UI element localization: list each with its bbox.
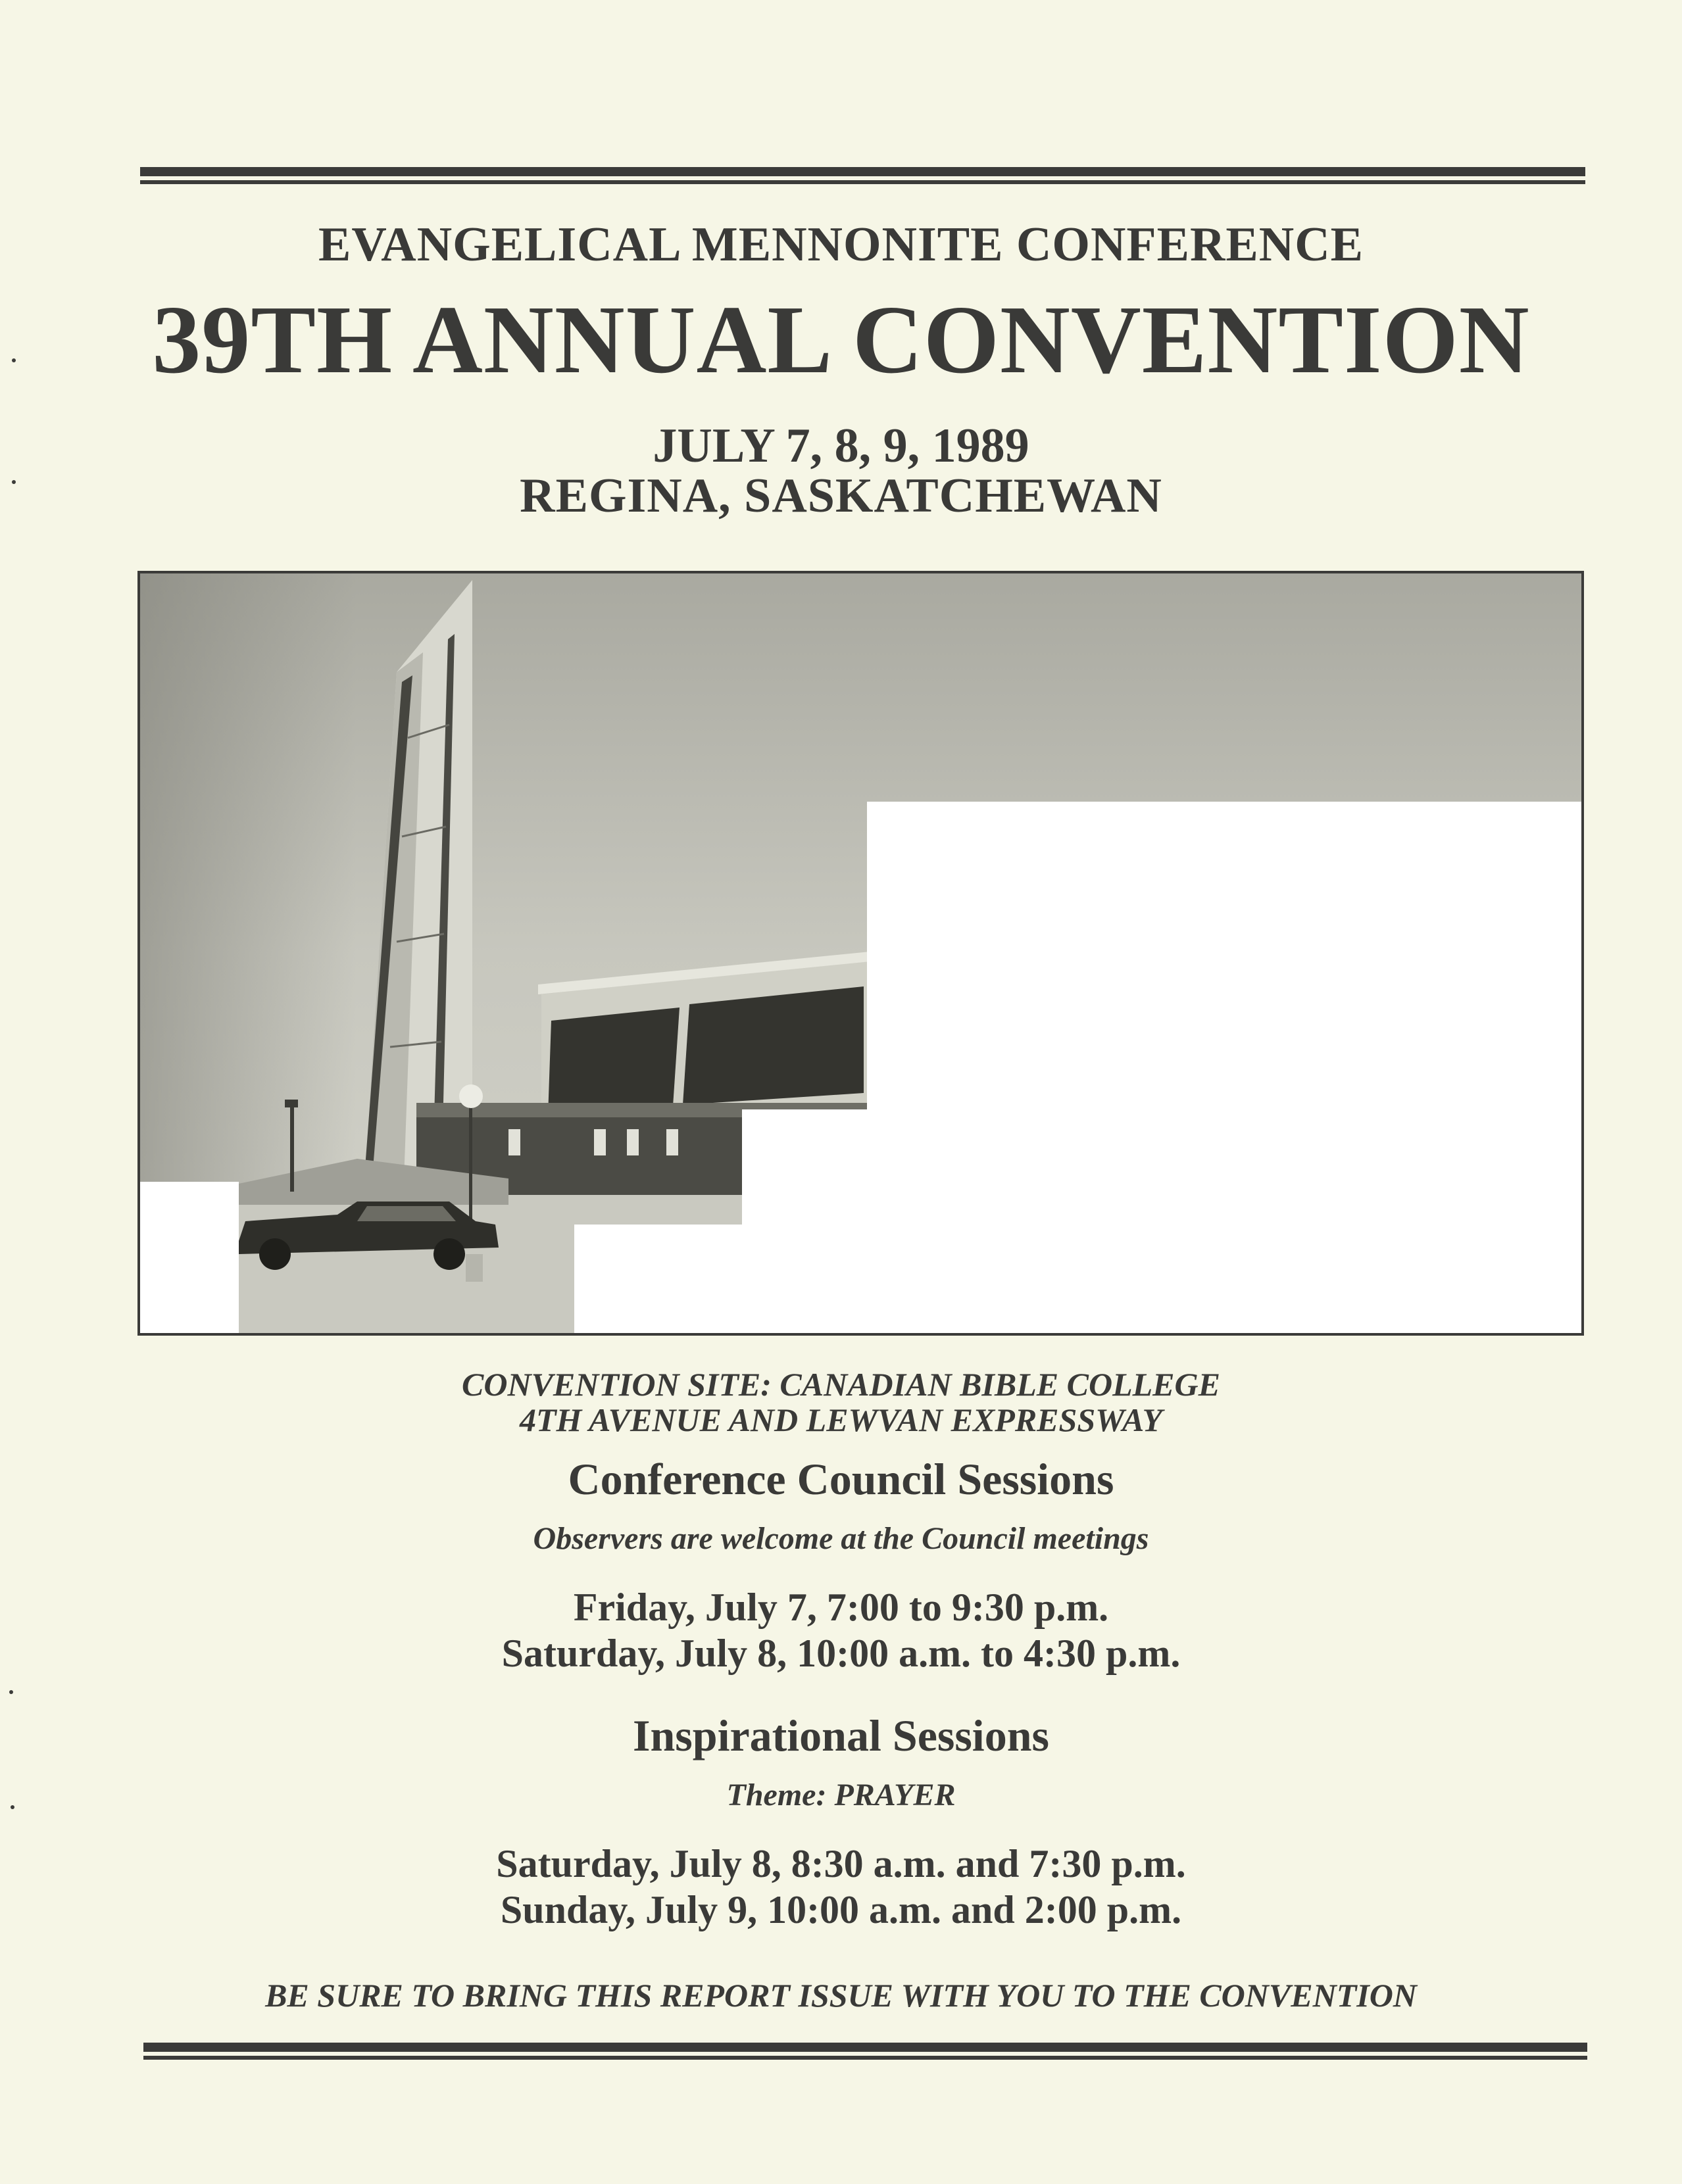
scan-speck: [11, 1805, 14, 1809]
convention-site-photo: [137, 571, 1584, 1336]
building-photo-illustration: [140, 573, 1581, 1333]
inspirational-sessions-heading: Inspirational Sessions: [633, 1711, 1049, 1760]
scan-speck: [9, 1690, 13, 1694]
top-rule-thin: [140, 180, 1585, 184]
council-observers-note: Observers are welcome at the Council meetings: [533, 1521, 1149, 1556]
top-rule-thick: [140, 167, 1585, 176]
inspirational-session-time: Saturday, July 8, 8:30 a.m. and 7:30 p.m.: [496, 1842, 1186, 1885]
organization-name: EVANGELICAL MENNONITE CONFERENCE: [318, 218, 1364, 272]
council-session-time: Saturday, July 8, 10:00 a.m. to 4:30 p.m.: [501, 1632, 1181, 1675]
convention-title: 39TH ANNUAL CONVENTION: [152, 286, 1530, 394]
scan-speck: [12, 480, 16, 484]
inspirational-session-time: Sunday, July 9, 10:00 a.m. and 2:00 p.m.: [500, 1888, 1182, 1931]
council-sessions-heading: Conference Council Sessions: [568, 1454, 1114, 1504]
convention-dates: JULY 7, 8, 9, 1989: [653, 419, 1029, 473]
convention-location: REGINA, SASKATCHEWAN: [520, 469, 1162, 523]
bring-report-reminder: BE SURE TO BRING THIS REPORT ISSUE WITH YOU TO THE CONVENTION: [265, 1977, 1417, 2014]
inspirational-theme: Theme: PRAYER: [726, 1778, 956, 1812]
convention-site-line: CONVENTION SITE: CANADIAN BIBLE COLLEGE: [462, 1366, 1220, 1403]
council-session-time: Friday, July 7, 7:00 to 9:30 p.m.: [573, 1586, 1109, 1629]
bottom-rule-thick: [143, 2043, 1587, 2052]
bottom-rule-thin: [143, 2056, 1587, 2060]
scan-speck: [12, 358, 16, 362]
convention-address-line: 4TH AVENUE AND LEWVAN EXPRESSWAY: [519, 1401, 1163, 1438]
